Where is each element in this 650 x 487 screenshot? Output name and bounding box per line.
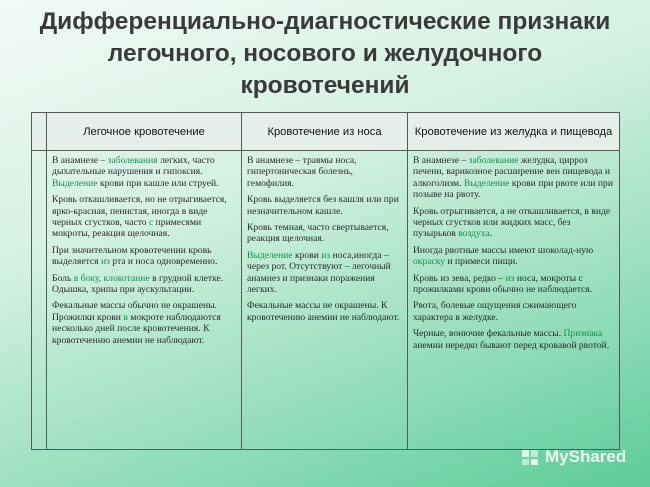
table-header-row [32,113,620,151]
empty-side-cell [32,151,47,450]
text-segment: Кровь темная, часто свертывается, реакция щелочная. [247,222,389,245]
text-segment: примесями мокроты, реакция щелочная. [52,217,202,240]
sign-paragraph [247,250,402,296]
text-segment: носа, мокроты с прожилками крови обычно не наблюдается. [413,272,593,296]
highlighted-term: из [321,249,331,261]
text-segment: Черные, вонючие фекальные массы. [413,328,564,340]
sign-paragraph [52,273,236,296]
text-segment: При значительном кровотечении кровь выделяется [52,244,212,268]
comparison-table [31,112,620,450]
highlighted-term: воздуха [458,228,490,240]
highlighted-term: Выделение [247,249,293,261]
text-segment: крови [292,249,322,261]
header-pulmonary: Легочное кровотечение [47,113,242,151]
text-segment: Иногда рвотные массы имеют шоколад-ную [413,244,594,256]
gastric-signs-text [408,151,619,351]
page-title: Дифференциально-диагностические признаки легочного, носового и желудочного кровотечений [39,8,611,99]
sign-paragraph [413,206,614,240]
highlighted-term: из [100,256,110,268]
text-segment: В анамнезе – травмы носа, гипертоническая болезнь, гемофилия. [247,155,357,189]
text-segment: . [489,228,493,240]
text-segment: Боль [52,272,74,284]
text-segment: Рвота, болевые ощущения сжимающего характера в желудке. [413,300,577,323]
highlighted-term: Выделение [52,177,98,189]
sign-paragraph [247,222,402,245]
text-segment: В анамнезе – [413,155,469,166]
text-segment: Кровь из зева, редко – [413,272,506,284]
sign-paragraph [52,194,236,240]
text-segment: Фекальные массы не окрашены. К кровотечению анемии не наблюдают. [247,300,400,323]
text-segment: в грудной клетке. Одышка, хрипы при аускультации. [52,272,224,296]
sign-paragraph [413,300,614,323]
sign-paragraph [247,300,402,323]
highlighted-term: заболевание [468,155,519,166]
highlighted-term: Выделение [463,177,510,189]
text-segment: легких, часто дыхательные нарушения и гипоксия. [52,155,215,178]
text-segment: мокроте наблюдаются несколько дней после кровотечения. К кровотечению анемии не наблюдают. [52,311,221,346]
text-segment: В анамнезе – [52,155,108,166]
sign-paragraph [52,300,236,346]
header-gastric: Кровотечение из желудка и пищевода [408,113,620,151]
highlighted-term: заболевания [107,155,158,166]
text-segment: крови при кашле или струей. [97,177,219,189]
highlighted-term: из [505,272,515,284]
sign-paragraph [52,155,236,189]
nasal-signs-cell [242,151,408,450]
highlighted-term: окраску [413,256,446,268]
myshared-logo-icon [521,447,541,467]
nasal-signs-text [242,151,407,323]
text-segment: крови при рвоте или при позыве на рвоту. [413,177,613,201]
gastric-signs-cell [408,151,620,450]
header-nasal: Кровотечение из носа [242,113,408,151]
sign-paragraph [247,155,402,189]
text-segment: желудка, цирроз печени, варикозное расширение вен пищевода и алкоголизм. [413,155,611,189]
sign-paragraph [413,273,614,296]
empty-corner-cell [32,113,47,151]
sign-paragraph [52,245,236,268]
text-segment: рта и носа одновременно. [109,256,218,268]
text-segment: Кровь выделяется без кашля или при незначительном кашле. [247,194,399,217]
pulmonary-signs-text [47,151,241,346]
highlighted-term: в боку, клокотание [73,272,150,284]
text-segment: носа,иногда – через рот. Отсутствуют – легочный анамнез и признаки поражения легких. [247,249,391,296]
text-segment: Фекальные массы обычно не окрашены. Прожилки крови [52,300,217,323]
highlighted-term: с [149,217,154,229]
highlighted-term: в [123,311,128,323]
myshared-watermark [521,446,626,468]
text-segment: Кровь откашливается, но не отрыгивается, ярко-красная, пенистая, иногда в виде черных сгустков, часто [52,194,227,229]
highlighted-term: Признака [563,328,603,340]
sign-paragraph [413,328,614,351]
text-segment: анемии нередко бывают перед кровавой рвотой. [413,339,610,351]
pulmonary-signs-cell [47,151,242,450]
sign-paragraph [413,155,614,201]
table-body-row [32,151,620,450]
text-segment: Кровь отрыгивается, а не откашливается, в виде черных сгустков или жидких масс, без пузырьков [413,205,611,240]
text-segment: и примеси пищи. [445,256,518,268]
sign-paragraph [413,245,614,268]
watermark-text: MyShared [545,447,627,466]
sign-paragraph [247,194,402,217]
